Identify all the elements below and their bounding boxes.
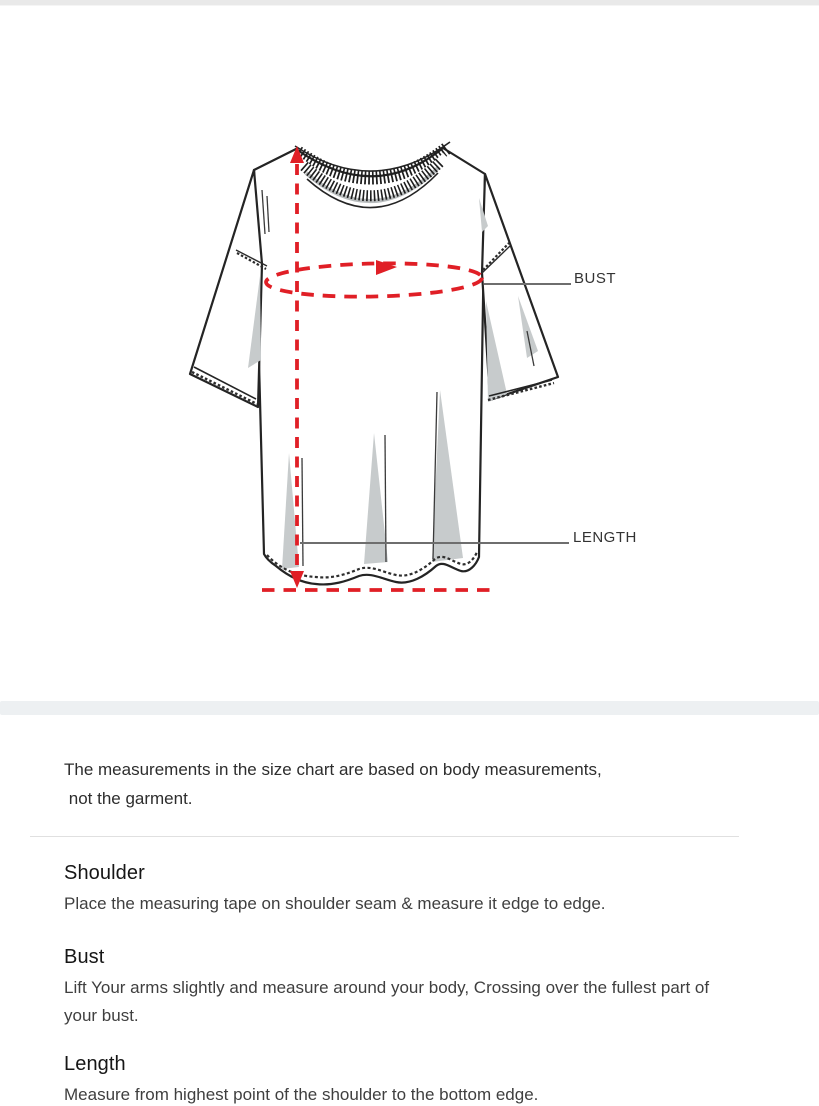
- tshirt-illustration: [0, 6, 819, 666]
- measurement-note-line2: not the garment.: [64, 788, 193, 808]
- length-section-description: Measure from highest point of the shoulder to the bottom edge.: [64, 1085, 539, 1104]
- shoulder-section-title: Shoulder: [64, 862, 145, 884]
- measurement-note: [64, 756, 744, 813]
- length-figure-label: LENGTH: [573, 529, 637, 546]
- bust-figure-label: BUST: [574, 270, 617, 287]
- bust-section-title: Bust: [64, 946, 105, 968]
- length-section-title: Length: [64, 1053, 126, 1075]
- shoulder-section-description: Place the measuring tape on shoulder seam & measure it edge to edge.: [64, 894, 606, 913]
- section-separator-band: [0, 701, 819, 715]
- section-bust: [64, 945, 720, 1030]
- divider-line: [30, 836, 739, 837]
- measurement-note-line1: The measurements in the size chart are based on body measurements,: [64, 760, 602, 779]
- section-shoulder: [64, 861, 720, 918]
- section-length: [64, 1052, 720, 1106]
- bust-section-description: Lift Your arms slightly and measure around your body, Crossing over the fullest part of your bust.: [64, 978, 710, 1025]
- measurement-figure: [0, 6, 819, 666]
